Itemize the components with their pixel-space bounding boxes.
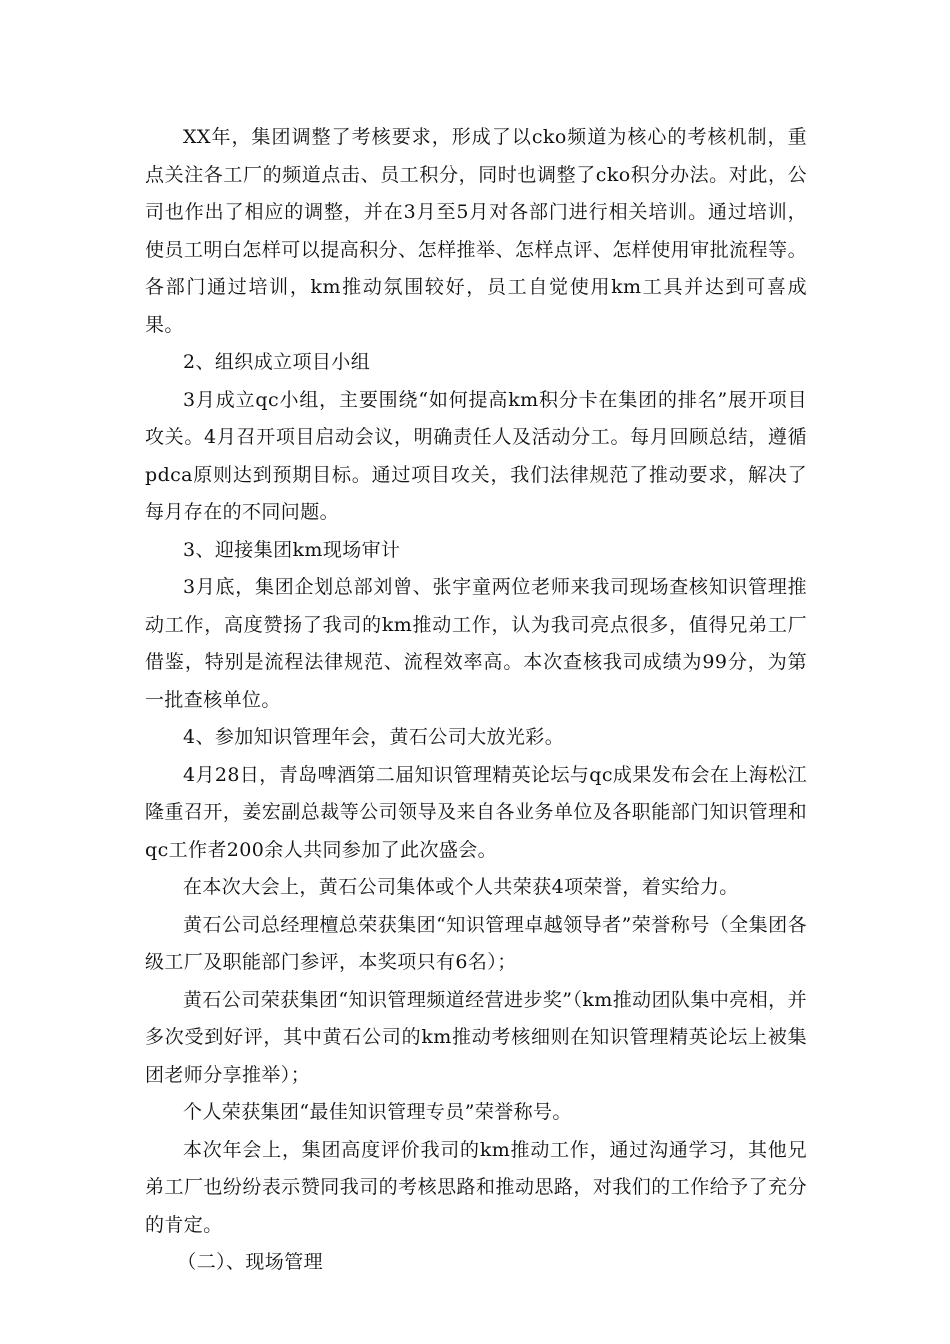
paragraph-forum: 4月28日，青岛啤酒第二届知识管理精英论坛与qc成果发布会在上海松江隆重召开，姜宏副总裁等公司领导及来自各业务单位及各职能部门知识管理和qc工作者200余人共同参加了此次盛会。 — [145, 763, 807, 861]
paragraph-qc-team: 3月成立qc小组，主要围绕“如何提高km积分卡在集团的排名”展开项目攻关。4月召开项目启动会议，明确责任人及活动分工。每月回顾总结，遵循pdca原则达到预期目标。通过项目攻关，我们法律规范了推动要求，解决了每月存在的不同问题。 — [145, 388, 807, 523]
paragraph-honor-channel: 黄石公司荣获集团“知识管理频道经营进步奖”（km推动团队集中亮相，并多次受到好评，其中黄石公司的km推动考核细则在知识管理精英论坛上被集团老师分享推举）； — [145, 988, 807, 1086]
item-heading-annual-meeting: 4、参加知识管理年会，黄石公司大放光彩。 — [183, 726, 565, 748]
paragraph-honors-summary: 在本次大会上，黄石公司集体或个人共荣获4项荣誉，着实给力。 — [183, 876, 739, 898]
section-heading-site-management: （二）、现场管理 — [177, 1251, 323, 1273]
paragraph-assessment-intro: XX年，集团调整了考核要求，形成了以cko频道为核心的考核机制，重点关注各工厂的频道点击、员工积分，同时也调整了cko积分办法。对此，公司也作出了相应的调整，并在3月至5月对各部门进行相关培训。通过培训，使员工明白怎样可以提高积分、怎样推举、怎样点评、怎样使用审批流程等。各部门通过培训，km推动氛围较好，员工自觉使用km工具并达到可喜成果。 — [145, 126, 807, 336]
item-heading-km-audit: 3、迎接集团km现场审计 — [183, 538, 401, 561]
item-heading-project-team: 2、组织成立项目小组 — [183, 351, 371, 373]
paragraph-honor-leader: 黄石公司总经理檀总荣获集团“知识管理卓越领导者”荣誉称号（全集团各级工厂及职能部门参评，本奖项只有6名）； — [145, 913, 807, 973]
paragraph-km-audit: 3月底，集团企划总部刘曾、张宇童两位老师来我司现场查核知识管理推动工作，高度赞扬了我司的km推动工作，认为我司亮点很多，值得兄弟工厂借鉴，特别是流程法律规范、流程效率高。本次查核我司成绩为99分，为第一批查核单位。 — [145, 576, 807, 711]
paragraph-honor-specialist: 个人荣获集团“最佳知识管理专员”荣誉称号。 — [183, 1101, 572, 1123]
document-body — [145, 119, 807, 1282]
paragraph-evaluation: 本次年会上，集团高度评价我司的km推动工作，通过沟通学习，其他兄弟工厂也纷纷表示赞同我司的考核思路和推动思路，对我们的工作给予了充分的肯定。 — [145, 1138, 807, 1236]
